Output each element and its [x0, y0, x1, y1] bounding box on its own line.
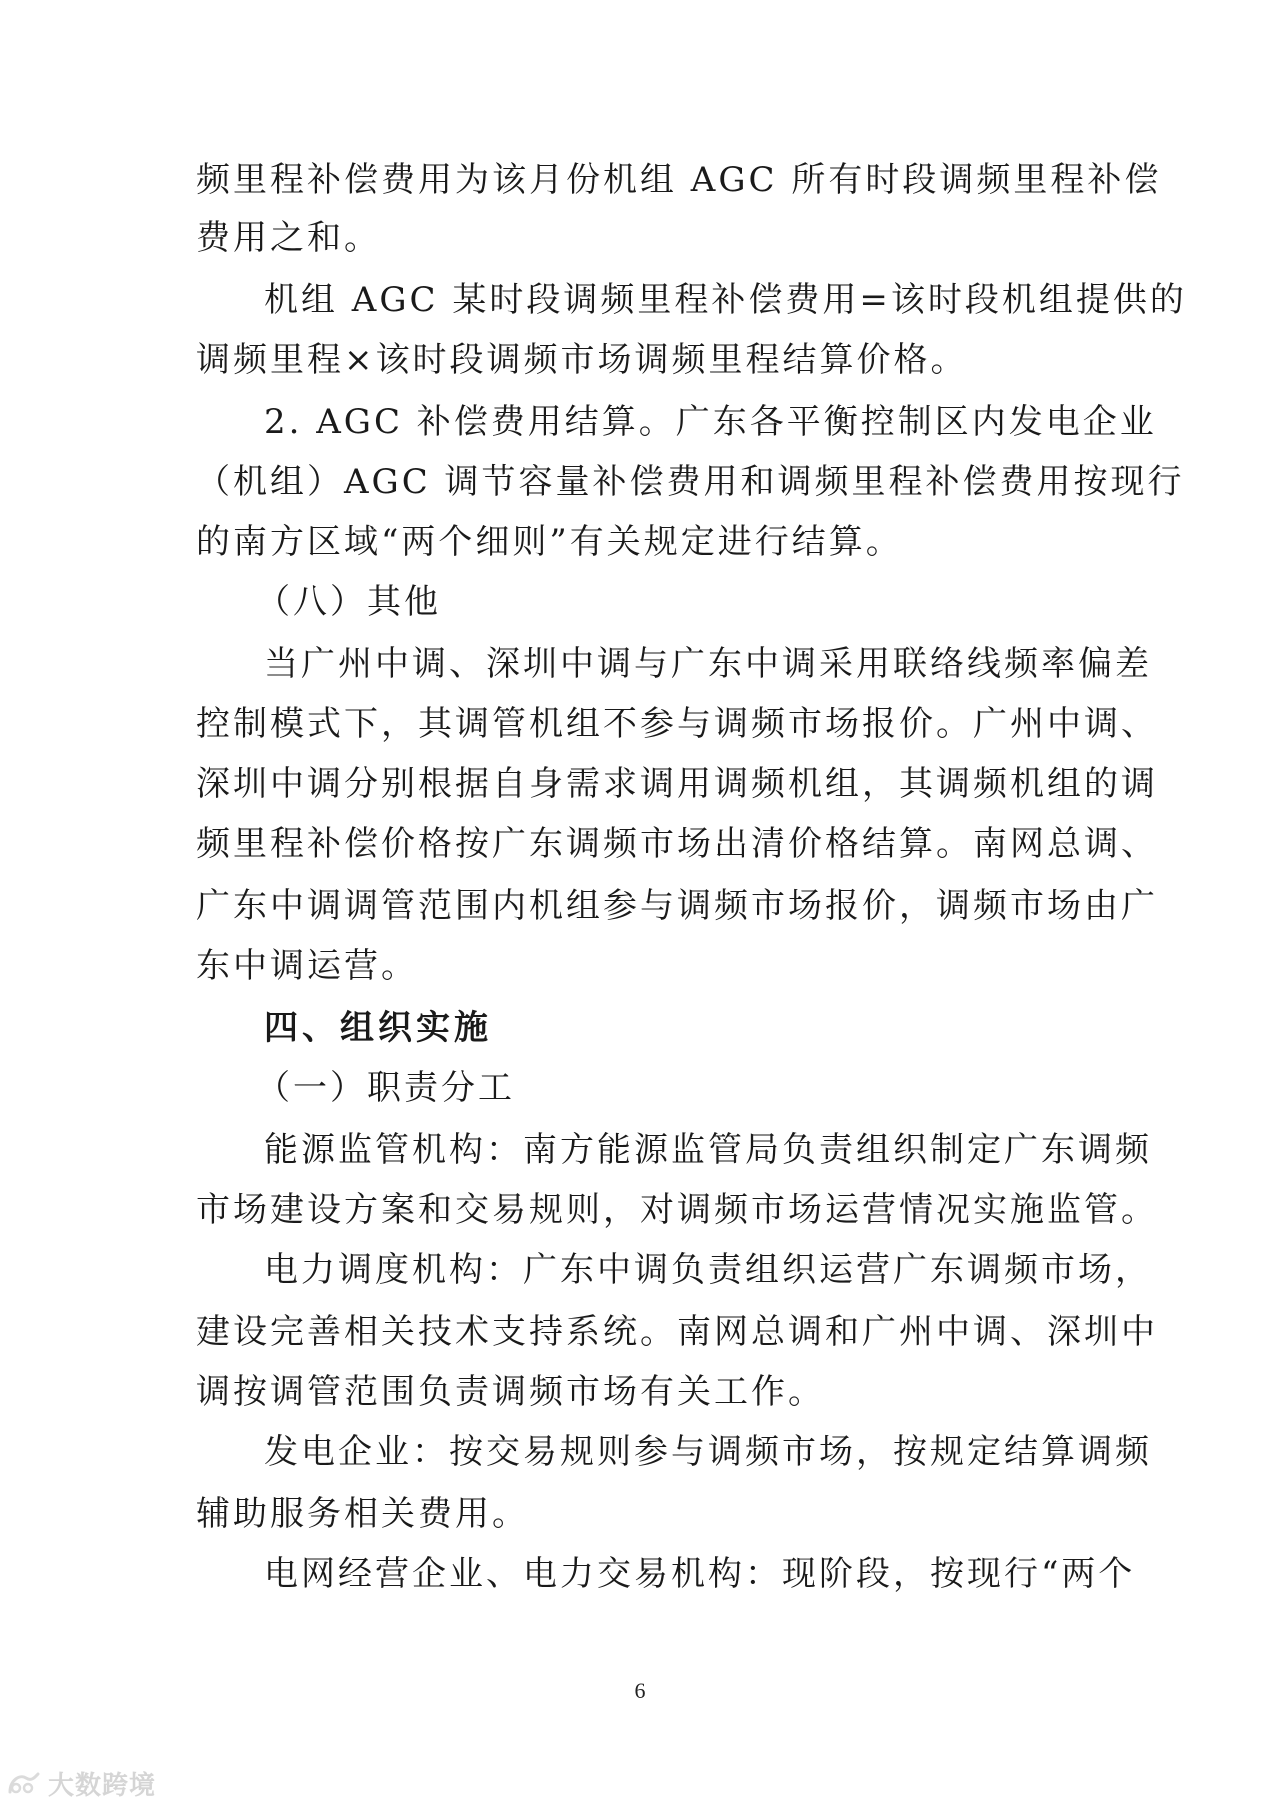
text-line: 调频里程×该时段调频市场调频里程结算价格。 [196, 340, 968, 380]
text-line: 2. AGC 补偿费用结算。广东各平衡控制区内发电企业 [264, 402, 1157, 442]
text-line: 机组 AGC 某时段调频里程补偿费用=该时段机组提供的 [264, 280, 1187, 320]
text-line: （机组）AGC 调节容量补偿费用和调频里程补偿费用按现行 [196, 462, 1185, 502]
subsection-heading: （一）职责分工 [256, 1068, 515, 1108]
subsection-heading: （八）其他 [256, 582, 441, 622]
text-line: 电力调度机构：广东中调负责组织运营广东调频市场， [264, 1250, 1152, 1290]
text-line: 东中调运营。 [196, 946, 418, 986]
text-line: 能源监管机构：南方能源监管局负责组织制定广东调频 [264, 1130, 1152, 1170]
text-line: 调按调管范围负责调频市场有关工作。 [196, 1372, 825, 1412]
text-line: 费用之和。 [196, 218, 381, 258]
text-line: 广东中调调管范围内机组参与调频市场报价，调频市场由广 [196, 886, 1158, 926]
text-line: 辅助服务相关费用。 [196, 1494, 529, 1534]
text-line: 电网经营企业、电力交易机构：现阶段，按现行“两个 [264, 1554, 1136, 1594]
text-line: 频里程补偿价格按广东调频市场出清价格结算。南网总调、 [196, 824, 1158, 864]
watermark-logo-icon [6, 1770, 42, 1798]
watermark-text: 大数跨境 [48, 1771, 157, 1801]
text-line: 的南方区域“两个细则”有关规定进行结算。 [196, 522, 903, 562]
watermark [6, 1765, 156, 1802]
text-line: 市场建设方案和交易规则，对调频市场运营情况实施监管。 [196, 1190, 1158, 1230]
text-line: 发电企业：按交易规则参与调频市场，按规定结算调频 [264, 1432, 1152, 1472]
text-line: 当广州中调、深圳中调与广东中调采用联络线频率偏差 [264, 644, 1152, 684]
section-heading: 四、组织实施 [264, 1008, 492, 1048]
text-line: 深圳中调分别根据自身需求调用调频机组，其调频机组的调 [196, 764, 1158, 804]
text-line: 频里程补偿费用为该月份机组 AGC 所有时段调频里程补偿 [196, 160, 1162, 200]
text-line: 建设完善相关技术支持系统。南网总调和广州中调、深圳中 [196, 1312, 1158, 1352]
text-line: 控制模式下，其调管机组不参与调频市场报价。广州中调、 [196, 704, 1158, 744]
page-number: 6 [634, 1678, 646, 1703]
